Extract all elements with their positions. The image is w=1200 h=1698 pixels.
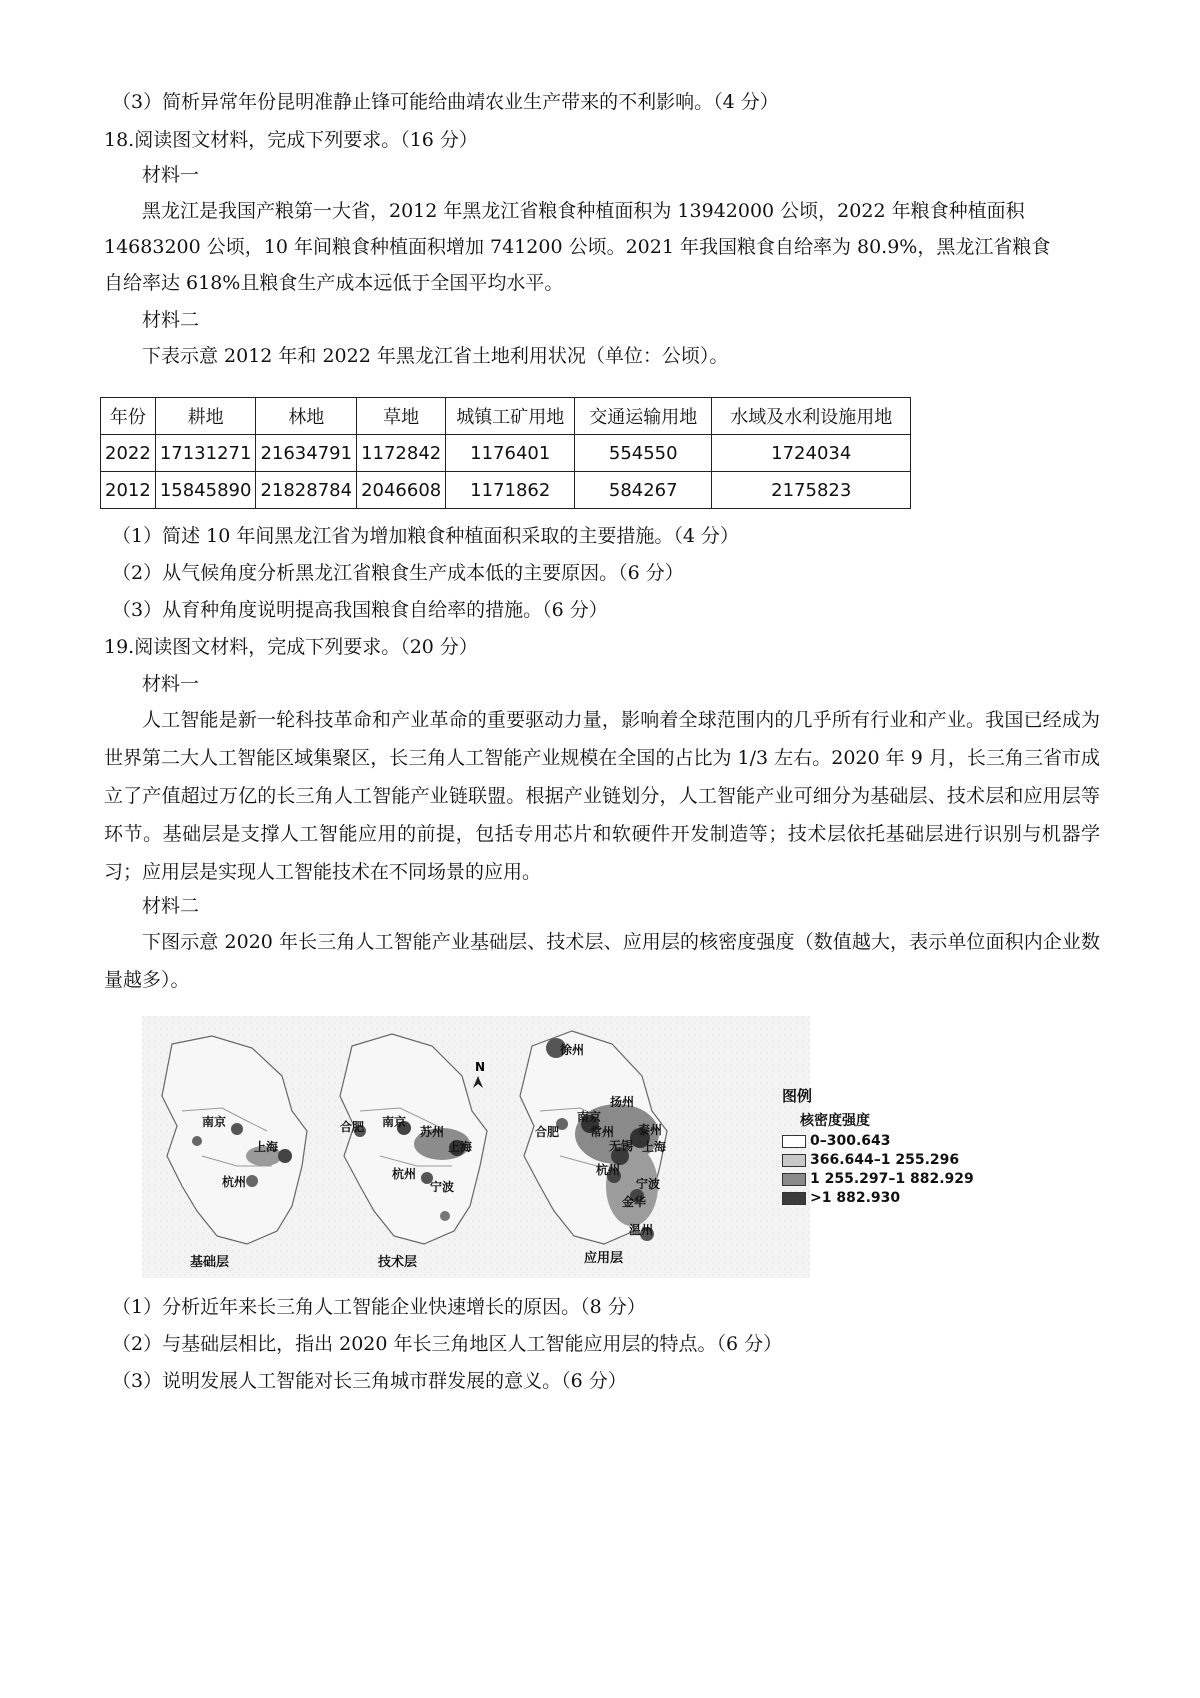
table-header-cell: 林地 (256, 398, 357, 435)
city-label: 扬州 (610, 1095, 635, 1109)
table-header-cell: 草地 (357, 398, 446, 435)
q18-material1-title: 材料一 (142, 164, 200, 186)
city-label: 合肥 (535, 1125, 560, 1139)
legend-swatch (782, 1154, 806, 1167)
north-arrow-label: N (475, 1060, 486, 1074)
table-cell: 17131271 (155, 435, 256, 472)
q19-material1-text: 人工智能是新一轮科技革命和产业革命的重要驱动力量，影响着全球范围内的几乎所有行业和产业。我国已经成为世界第二大人工智能区域集聚区，长三角人工智能产业规模在全国的占比为 1/3 左右。2020 年 9 月，长三角三省市成立了产值超过万亿的长三角人工智能产业链联盟。根据产业链划分，人工智能产业可细分为基础层、技术层和应用层等环节。基础层是支撑人工智能应用的前提，包括专用芯片和软硬件开发制造等；技术层依托基础层进行识别与机器学习；应用层是实现人工智能技术在不同场景的应用。 (104, 709, 1100, 883)
density-hotspot (246, 1175, 258, 1187)
maps-svg (142, 1016, 810, 1278)
table-row (101, 435, 911, 472)
legend-label: >1 882.930 (810, 1190, 901, 1206)
legend-item (782, 1132, 974, 1150)
city-label: 泰州 (638, 1123, 663, 1137)
q18-material2-title: 材料二 (142, 309, 200, 331)
density-hotspot (440, 1211, 450, 1221)
map-caption: 基础层 (190, 1255, 230, 1270)
city-label: 上海 (254, 1140, 279, 1154)
legend-label: 1 255.297–1 882.929 (810, 1171, 974, 1187)
table-cell: 2046608 (357, 472, 446, 509)
q19-heading: 19.阅读图文材料，完成下列要求。（20 分） (104, 636, 478, 658)
q19-material2-title: 材料二 (142, 895, 200, 917)
city-label: 上海 (448, 1140, 473, 1154)
land-use-table (100, 397, 911, 509)
table-header-cell: 城镇工矿用地 (446, 398, 575, 435)
table-cell: 2012 (101, 472, 156, 509)
q18-heading: 18.阅读图文材料，完成下列要求。（16 分） (104, 129, 478, 151)
map-legend (782, 1085, 974, 1208)
city-label: 温州 (629, 1223, 654, 1237)
table-cell: 21634791 (256, 435, 357, 472)
city-label: 杭州 (596, 1163, 621, 1177)
city-label: 杭州 (392, 1167, 417, 1181)
legend-title: 图例 (782, 1087, 813, 1105)
city-label: 苏州 (420, 1125, 445, 1139)
legend-label: 366.644–1 255.296 (810, 1152, 960, 1168)
table-cell: 15845890 (155, 472, 256, 509)
q18-material1-line2: 14683200 公顷，10 年间粮食种植面积增加 741200 公顷。2021 年我国粮食自给率为 80.9%，黑龙江省粮食 (104, 236, 1051, 258)
city-label: 杭州 (222, 1175, 247, 1189)
city-label: 南京 (577, 1110, 602, 1124)
table-cell: 2022 (101, 435, 156, 472)
city-label: 南京 (202, 1115, 227, 1129)
legend-label: 0–300.643 (810, 1133, 891, 1149)
legend-item (782, 1170, 974, 1188)
density-hotspot (231, 1123, 243, 1135)
table-cell: 1176401 (446, 435, 575, 472)
density-hotspot (192, 1136, 202, 1146)
table-cell: 584267 (575, 472, 712, 509)
q19-sub2: （2）与基础层相比，指出 2020 年长三角地区人工智能应用层的特点。（6 分） (112, 1333, 783, 1355)
city-label: 徐州 (560, 1043, 585, 1057)
table-header-row (101, 398, 911, 435)
q19-material1-title: 材料一 (142, 673, 200, 695)
q18-material1-line1: 黑龙江是我国产粮第一大省，2012 年黑龙江省粮食种植面积为 13942000 公顷，2022 年粮食种植面积 (142, 200, 1025, 222)
table-cell: 1172842 (357, 435, 446, 472)
q18-sub3: （3）从育种角度说明提高我国粮食自给率的措施。（6 分） (112, 599, 608, 621)
city-label: 南京 (382, 1115, 407, 1129)
map-caption: 技术层 (378, 1255, 418, 1270)
q19-sub1: （1）分析近年来长三角人工智能企业快速增长的原因。（8 分） (112, 1296, 646, 1318)
table-row (101, 472, 911, 509)
city-label: 无锡 (609, 1139, 634, 1153)
table-cell: 554550 (575, 435, 712, 472)
density-hotspot (278, 1149, 292, 1163)
legend-subtitle: 核密度强度 (800, 1113, 870, 1129)
legend-item (782, 1189, 974, 1207)
city-label: 合肥 (340, 1120, 365, 1134)
table-cell: 1171862 (446, 472, 575, 509)
city-label: 常州 (590, 1125, 615, 1139)
table-header-cell: 耕地 (155, 398, 256, 435)
q18-sub1: （1）简述 10 年间黑龙江省为增加粮食种植面积采取的主要措施。（4 分） (112, 525, 739, 547)
legend-swatch (782, 1135, 806, 1148)
city-label: 金华 (622, 1195, 647, 1209)
map-caption: 应用层 (584, 1251, 624, 1266)
table-cell: 21828784 (256, 472, 357, 509)
q18-sub2: （2）从气候角度分析黑龙江省粮食生产成本低的主要原因。（6 分） (112, 562, 684, 584)
legend-item (782, 1151, 974, 1169)
legend-swatch (782, 1192, 806, 1205)
table-cell: 2175823 (712, 472, 911, 509)
table-header-cell: 年份 (101, 398, 156, 435)
city-label: 宁波 (636, 1177, 661, 1191)
q17-sub3: （3）简析异常年份昆明准静止锋可能给曲靖农业生产带来的不利影响。（4 分） (112, 91, 779, 113)
q19-material2-text: 下图示意 2020 年长三角人工智能产业基础层、技术层、应用层的核密度强度（数值越大，表示单位面积内企业数量越多）。 (104, 931, 1100, 991)
q19-sub3: （3）说明发展人工智能对长三角城市群发展的意义。（6 分） (112, 1370, 627, 1392)
table-header-cell: 水域及水利设施用地 (712, 398, 911, 435)
q18-material2-intro: 下表示意 2012 年和 2022 年黑龙江省土地利用状况（单位：公顷）。 (142, 345, 729, 367)
city-label: 上海 (642, 1140, 667, 1154)
kernel-density-maps (142, 1016, 810, 1278)
legend-swatch (782, 1173, 806, 1186)
table-cell: 1724034 (712, 435, 911, 472)
q18-material1-line3: 自给率达 618%且粮食生产成本远低于全国平均水平。 (104, 272, 564, 294)
city-label: 宁波 (430, 1180, 455, 1194)
table-header-cell: 交通运输用地 (575, 398, 712, 435)
